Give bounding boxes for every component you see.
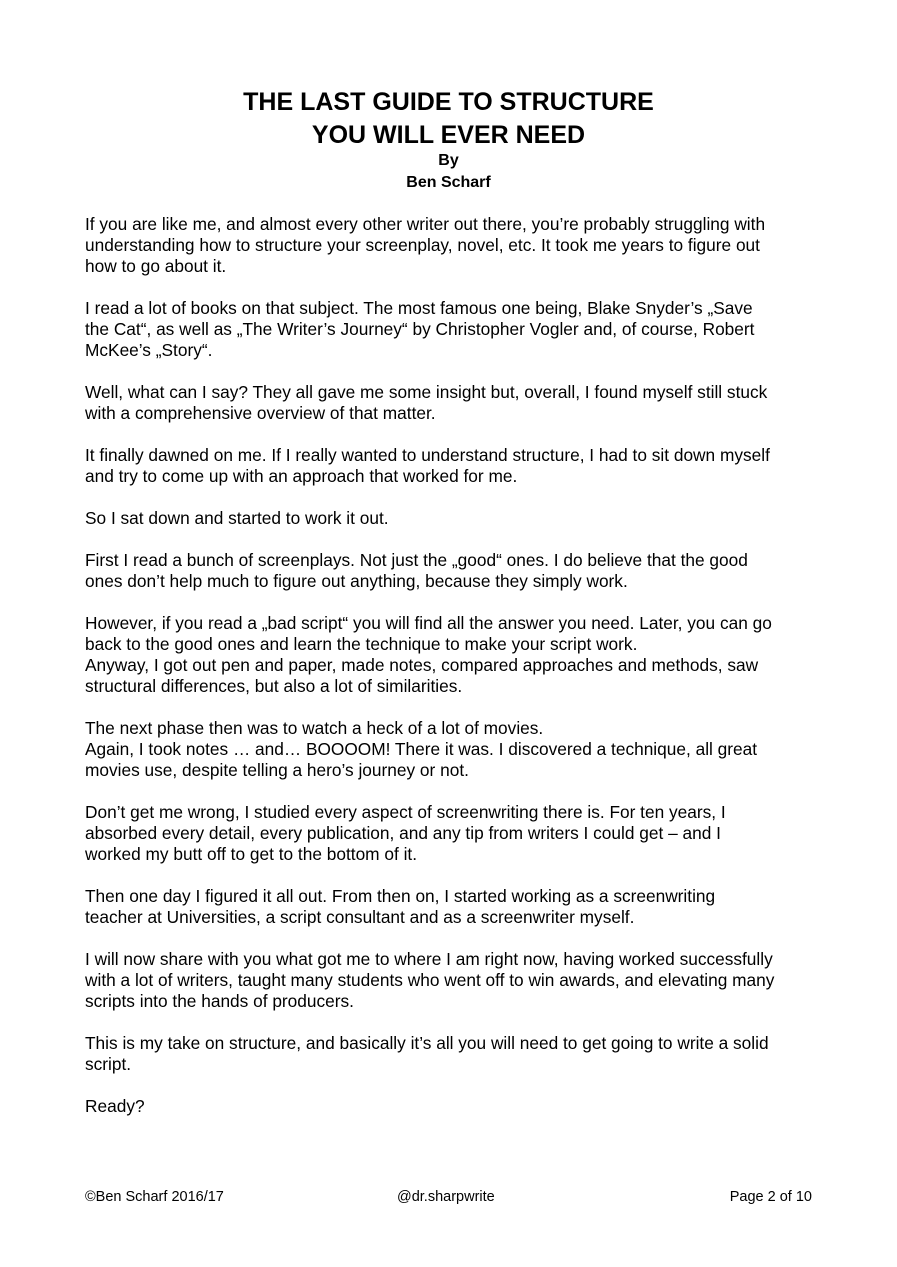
paragraph: Don’t get me wrong, I studied every aspect of screenwriting there is. For ten years, I absorbed every detail, every publication, and any tip from writers I could get – and I worked my butt off to get to the bottom of it. [85, 802, 726, 864]
footer-page-number: Page 2 of 10 [729, 1189, 812, 1205]
paragraph: I read a lot of books on that subject. The most famous one being, Blake Snyder’s „Save the Cat“, as well as „The Writer’s Journey“ by Christopher Vogler and, of course, Robert McKee’s „Story“. [85, 298, 755, 360]
paragraph: This is my take on structure, and basically it’s all you will need to get going to write a solid script. [85, 1033, 769, 1074]
footer-handle: @dr.sharpwrite [397, 1189, 495, 1205]
title-line-2: YOU WILL EVER NEED [311, 121, 586, 149]
paragraph: Then one day I figured it all out. From then on, I started working as a screenwriting teacher at Universities, a script consultant and as a screenwriter myself. [85, 886, 716, 927]
paragraph: The next phase then was to watch a heck of a lot of movies. Again, I took notes … and… BOOOOM! There it was. I discovered a technique, all great movies use, despite telling a hero’s journey or not. [85, 718, 758, 780]
paragraph: Ready? [85, 1096, 145, 1116]
paragraph: First I read a bunch of screenplays. Not just the „good“ ones. I do believe that the good ones don’t help much to figure out anything, because they simply work. [85, 550, 748, 591]
byline-by: By [438, 152, 459, 169]
document-title [0, 86, 897, 152]
author-name: Ben Scharf [406, 174, 491, 191]
document-body [85, 214, 815, 1138]
paragraph: If you are like me, and almost every other writer out there, you’re probably struggling with understanding how to structure your screenplay, novel, etc. It took me years to figure out how to go about it. [85, 214, 766, 276]
byline [0, 150, 897, 194]
title-line-1: THE LAST GUIDE TO STRUCTURE [243, 88, 654, 116]
paragraph: Well, what can I say? They all gave me some insight but, overall, I found myself still stuck with a comprehensive overview of that matter. [85, 382, 768, 423]
paragraph: I will now share with you what got me to where I am right now, having worked successfully with a lot of writers, taught many students who went off to win awards, and elevating many scripts into the hands of producers. [85, 949, 775, 1011]
paragraph: So I sat down and started to work it out. [85, 508, 389, 528]
footer-copyright: ©Ben Scharf 2016/17 [85, 1189, 224, 1205]
page-footer [85, 1189, 812, 1209]
paragraph: However, if you read a „bad script“ you will find all the answer you need. Later, you can go back to the good ones and learn the technique to make your script work. Anyway, I got out pen and paper, made notes, compared approaches and methods, saw structural differences, but also a lot of similarities. [85, 613, 772, 696]
paragraph: It finally dawned on me. If I really wanted to understand structure, I had to sit down myself and try to come up with an approach that worked for me. [85, 445, 770, 486]
